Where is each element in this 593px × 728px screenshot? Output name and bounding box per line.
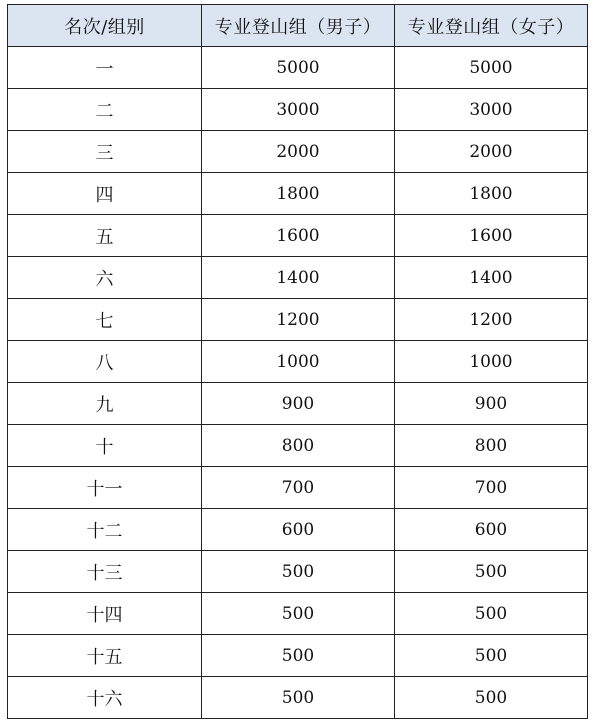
- men-amount-cell: 5000: [202, 47, 395, 89]
- women-amount-cell: 500: [395, 677, 588, 719]
- women-amount-cell: 800: [395, 425, 588, 467]
- men-amount-cell: 800: [202, 425, 395, 467]
- rank-cell: 十六: [8, 677, 202, 719]
- rank-cell: 七: [8, 299, 202, 341]
- table-row: [8, 551, 588, 593]
- women-amount-cell: 1000: [395, 341, 588, 383]
- table-row: [8, 89, 588, 131]
- men-amount-cell: 1600: [202, 215, 395, 257]
- table-row: [8, 299, 588, 341]
- rank-cell: 二: [8, 89, 202, 131]
- prize-table: [7, 4, 588, 719]
- rank-cell: 十: [8, 425, 202, 467]
- women-amount-cell: 1200: [395, 299, 588, 341]
- rank-cell: 四: [8, 173, 202, 215]
- rank-cell: 三: [8, 131, 202, 173]
- rank-cell: 五: [8, 215, 202, 257]
- rank-cell: 一: [8, 47, 202, 89]
- women-amount-cell: 1600: [395, 215, 588, 257]
- rank-cell: 十二: [8, 509, 202, 551]
- men-amount-cell: 3000: [202, 89, 395, 131]
- women-amount-cell: 500: [395, 593, 588, 635]
- table-row: [8, 173, 588, 215]
- table-row: [8, 467, 588, 509]
- header-pro-women: 专业登山组（女子）: [395, 5, 588, 47]
- table-body: [8, 47, 588, 719]
- men-amount-cell: 500: [202, 635, 395, 677]
- header-row: [8, 5, 588, 47]
- table-row: [8, 131, 588, 173]
- table-row: [8, 341, 588, 383]
- men-amount-cell: 500: [202, 677, 395, 719]
- women-amount-cell: 500: [395, 551, 588, 593]
- women-amount-cell: 700: [395, 467, 588, 509]
- men-amount-cell: 1400: [202, 257, 395, 299]
- women-amount-cell: 1400: [395, 257, 588, 299]
- table-row: [8, 425, 588, 467]
- table-row: [8, 635, 588, 677]
- table-header: [8, 5, 588, 47]
- rank-cell: 六: [8, 257, 202, 299]
- men-amount-cell: 1200: [202, 299, 395, 341]
- rank-cell: 九: [8, 383, 202, 425]
- men-amount-cell: 1000: [202, 341, 395, 383]
- men-amount-cell: 2000: [202, 131, 395, 173]
- table-row: [8, 215, 588, 257]
- rank-cell: 十五: [8, 635, 202, 677]
- men-amount-cell: 600: [202, 509, 395, 551]
- women-amount-cell: 2000: [395, 131, 588, 173]
- prize-table-container: [7, 4, 587, 719]
- women-amount-cell: 600: [395, 509, 588, 551]
- table-row: [8, 257, 588, 299]
- women-amount-cell: 5000: [395, 47, 588, 89]
- rank-cell: 十三: [8, 551, 202, 593]
- men-amount-cell: 900: [202, 383, 395, 425]
- table-row: [8, 509, 588, 551]
- women-amount-cell: 1800: [395, 173, 588, 215]
- table-row: [8, 593, 588, 635]
- men-amount-cell: 1800: [202, 173, 395, 215]
- women-amount-cell: 500: [395, 635, 588, 677]
- women-amount-cell: 3000: [395, 89, 588, 131]
- men-amount-cell: 500: [202, 551, 395, 593]
- table-row: [8, 677, 588, 719]
- table-row: [8, 47, 588, 89]
- table-row: [8, 383, 588, 425]
- header-pro-men: 专业登山组（男子）: [202, 5, 395, 47]
- women-amount-cell: 900: [395, 383, 588, 425]
- rank-cell: 八: [8, 341, 202, 383]
- header-rank-group: 名次/组别: [8, 5, 202, 47]
- men-amount-cell: 500: [202, 593, 395, 635]
- rank-cell: 十一: [8, 467, 202, 509]
- rank-cell: 十四: [8, 593, 202, 635]
- men-amount-cell: 700: [202, 467, 395, 509]
